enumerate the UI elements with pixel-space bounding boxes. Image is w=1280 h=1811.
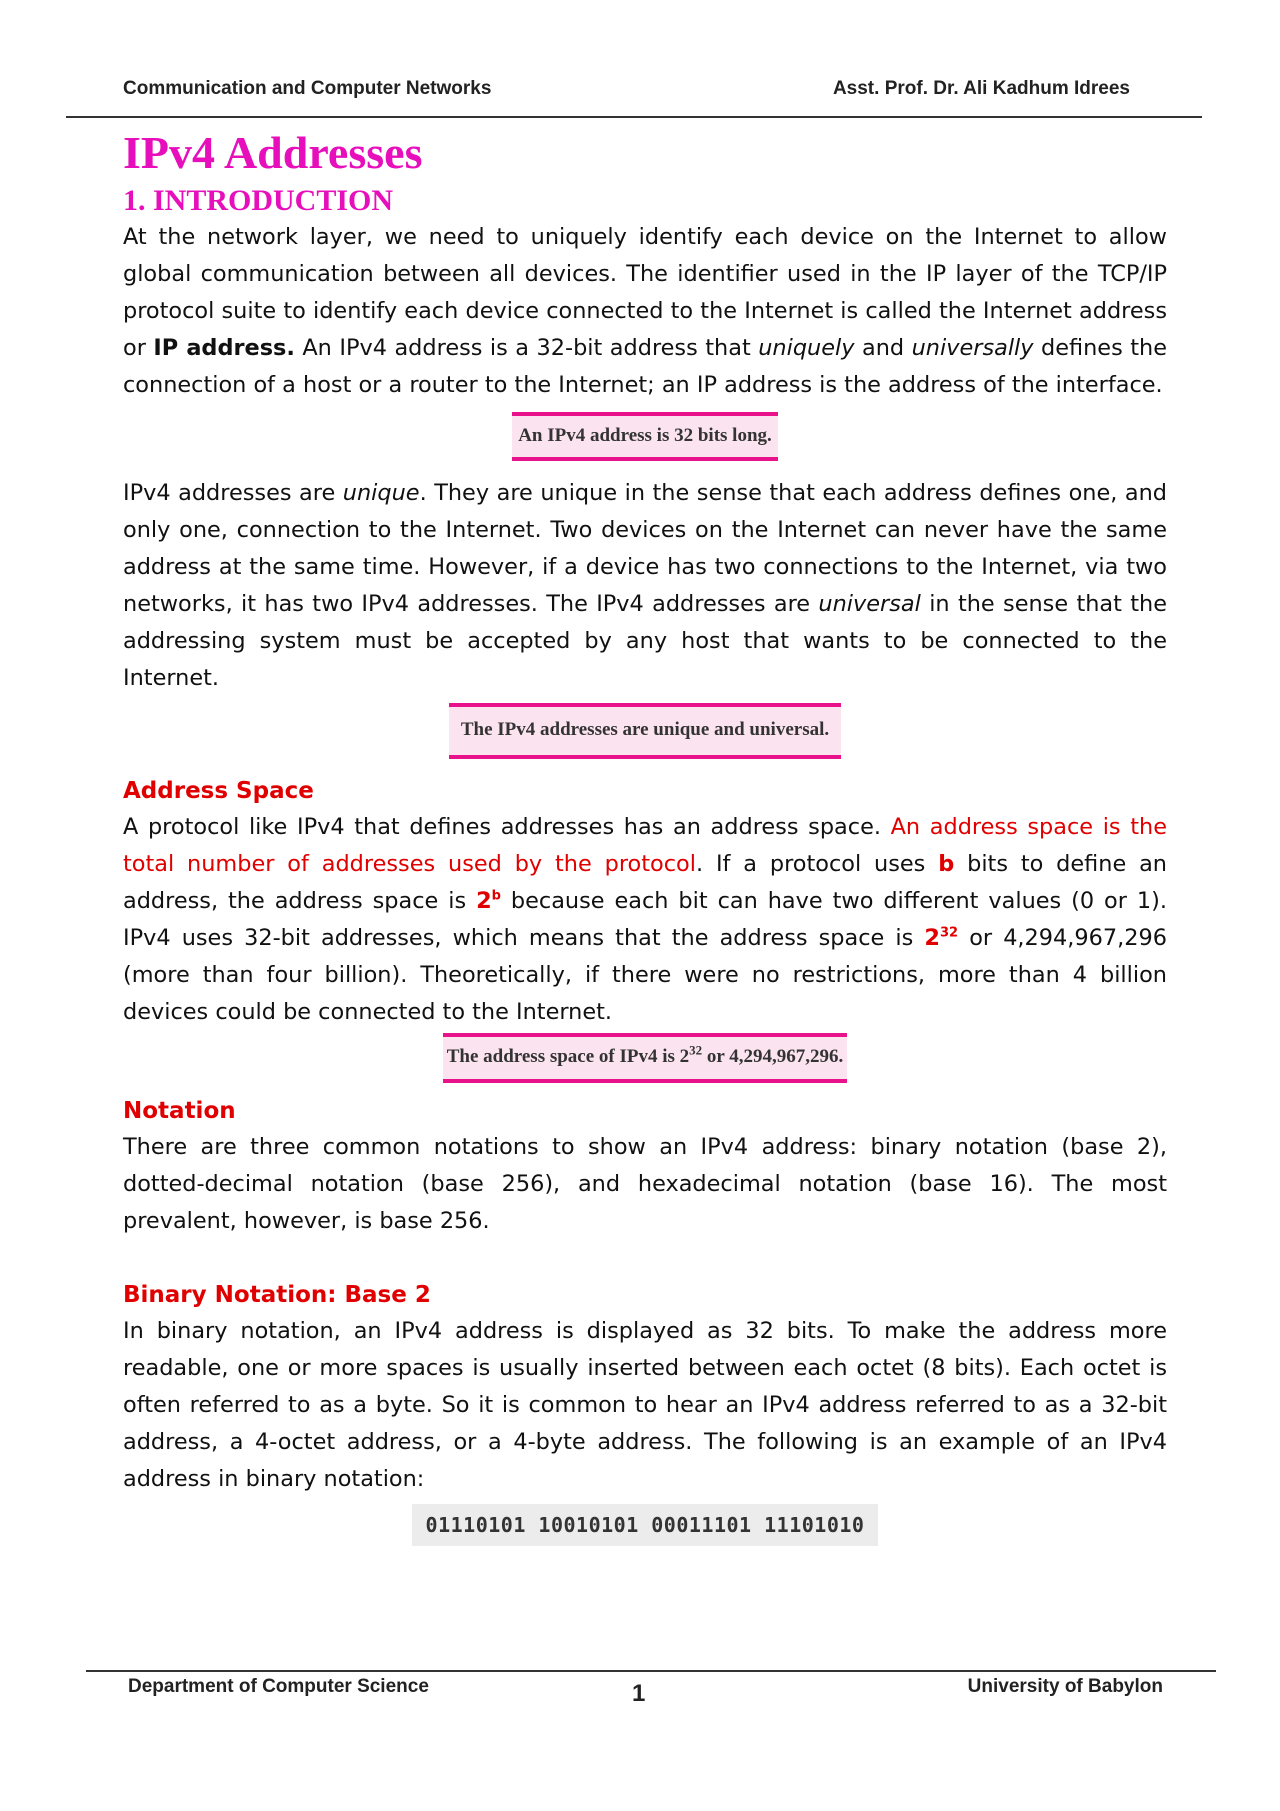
- spacer: [123, 1240, 1167, 1277]
- power-2-b: [476, 888, 501, 914]
- header-divider: [66, 116, 1202, 118]
- callout-unique-universal: The IPv4 addresses are unique and universal.: [449, 703, 841, 759]
- callout-container: [123, 404, 1167, 475]
- italic-term-unique: unique: [342, 480, 420, 506]
- power-exponent: 32: [940, 925, 959, 941]
- text-run: An IPv4 address is a 32-bit address that: [294, 335, 759, 361]
- callout-container: [123, 697, 1167, 773]
- text-run: or 4,294,967,296 (more than four billion). Theoretically, if there were no restrictions, more than 4 billion devices could be connected to the Internet.: [123, 925, 1167, 1025]
- callout-text: The address space of IPv4 is 2: [446, 1046, 690, 1067]
- power-2-32: [924, 925, 958, 951]
- header-author: Asst. Prof. Dr. Ali Kadhum Idrees: [832, 78, 1130, 99]
- subheading-binary-notation: Binary Notation: Base 2: [123, 1282, 431, 1308]
- text-run: bits to define an address, the address space is: [123, 851, 1168, 914]
- intro-paragraph: [123, 219, 1167, 404]
- italic-term-universal: universal: [818, 591, 921, 617]
- text-run: . If a protocol uses: [695, 851, 939, 877]
- unique-universal-paragraph: [123, 475, 1167, 697]
- page-number: 1: [632, 1680, 646, 1707]
- subheading-notation: Notation: [123, 1098, 236, 1124]
- callout-32-bits: An IPv4 address is 32 bits long.: [512, 412, 778, 461]
- notation-paragraph: There are three common notations to show an IPv4 address: binary notation (base 2), dotted-decimal notation (base 256), and hexadecimal notation (base 16). The most prevalent, however, is base 256.: [123, 1134, 1167, 1234]
- text-run: defines the connection of a host or a router to the Internet; an IP address is the address of the interface.: [123, 335, 1167, 398]
- text-run: At the network layer, we need to uniquely identify each device on the Internet to allow global communication between all devices. The identifier used in the IP layer of the TCP/IP protocol suite to identify each device connected to the Internet is called the Internet address or: [123, 224, 1167, 361]
- text-run: and: [854, 335, 912, 361]
- power-base: 2: [476, 888, 492, 914]
- callout-container: [123, 1031, 1167, 1093]
- bold-term-ip-address: IP address.: [153, 335, 295, 361]
- page-title: IPv4 Addresses: [123, 127, 423, 178]
- binary-notation-paragraph: In binary notation, an IPv4 address is displayed as 32 bits. To make the address more readable, one or more spaces is usually inserted between each octet (8 bits). Each octet is often referred to as a byte. So it is common to hear an IPv4 address referred to as a 32-bit address, a 4-octet address, or a 4-byte address. The following is an example of an IPv4 address in binary notation:: [123, 1318, 1167, 1492]
- text-run: IPv4 addresses are: [123, 480, 343, 506]
- callout-text: or 4,294,967,296.: [702, 1046, 844, 1067]
- highlighted-definition: An address space is the total number of addresses used by the protocol: [123, 814, 1167, 877]
- footer-divider: [86, 1670, 1216, 1672]
- text-run: . They are unique in the sense that each address defines one, and only one, connection to the Internet. Two devices on the Internet can never have the same address at the same time. However, if a device has two connections to the Internet, via two networks, it has two IPv4 addresses. The IPv4 addresses are: [123, 480, 1167, 617]
- text-run: A protocol like IPv4 that defines addresses has an address space.: [123, 814, 891, 840]
- text-run: in the sense that the addressing system must be accepted by any host that wants to be connected to the Internet.: [123, 591, 1167, 691]
- callout-exponent: 32: [689, 1042, 703, 1058]
- power-base: 2: [924, 925, 940, 951]
- code-container: [123, 1498, 1167, 1546]
- callout-address-space: [443, 1033, 848, 1083]
- subheading-address-space: Address Space: [123, 778, 314, 804]
- footer-university: University of Babylon: [967, 1676, 1163, 1697]
- text-run: because each bit can have two different values (0 or 1). IPv4 uses 32-bit addresses, which means that the address space is: [123, 888, 1167, 951]
- header-course-title: Communication and Computer Networks: [123, 78, 492, 99]
- power-exponent: b: [491, 888, 501, 904]
- main-content: [123, 123, 1167, 1546]
- footer-department: Department of Computer Science: [128, 1676, 429, 1697]
- italic-term-uniquely: uniquely: [758, 335, 855, 361]
- section-heading-introduction: 1. INTRODUCTION: [123, 184, 394, 217]
- address-space-paragraph: [123, 809, 1167, 1031]
- italic-term-universally: universally: [911, 335, 1034, 361]
- binary-address-example: 01110101 10010101 00011101 11101010: [412, 1504, 879, 1546]
- bold-variable-b: b: [938, 851, 955, 877]
